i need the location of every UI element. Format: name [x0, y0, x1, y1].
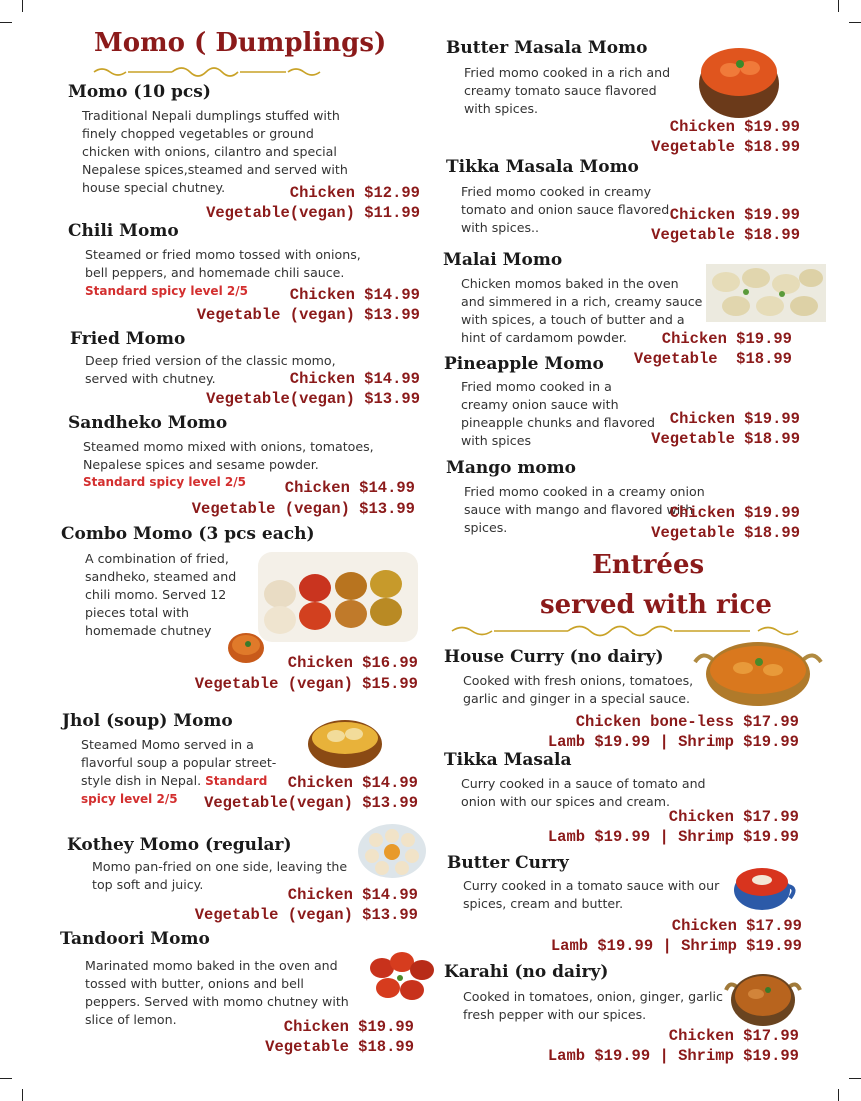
item-description: Steamed momo mixed with onions, tomatoes, Nepalese spices and sesame powder. [83, 439, 374, 472]
item-description: Fried momo cooked in creamy tomato and onion sauce flavored with spices.. [461, 184, 670, 235]
price-chicken: Chicken bone-less $17.99 [575, 713, 799, 731]
item-description: Marinated momo baked in the oven and tossed with butter, onions and bell peppers. Served with momo chutney with slice of lemon. [85, 958, 349, 1027]
crop-mark [838, 1089, 839, 1101]
item-description: Momo pan-fried on one side, leaving the top soft and juicy. [92, 859, 348, 892]
price-vegetable: Vegetable $18.99 [651, 138, 800, 156]
price-chicken: Chicken $19.99 [669, 504, 800, 522]
section-title-momo: Momo ( Dumplings) [94, 28, 387, 58]
crop-mark [0, 1078, 12, 1079]
section-title-entrees: Entrées [592, 550, 705, 580]
item-title: Pineapple Momo [444, 354, 604, 374]
item-title: Fried Momo [70, 329, 186, 349]
item-description: A combination of fried, sandheko, steamed and chili momo. Served 12 pieces total with homemade chutney [85, 551, 237, 638]
chutney-bowl-photo [226, 630, 266, 666]
crop-mark [849, 22, 861, 23]
item-title: Mango momo [446, 458, 576, 478]
price-vegetable: Vegetable (vegan) $13.99 [191, 500, 415, 518]
price-chicken: Chicken $19.99 [283, 1018, 414, 1036]
price-vegetable: Vegetable $18.99 [633, 350, 792, 368]
item-description: Traditional Nepali dumplings stuffed with finely chopped vegetables or ground chicken with onions, cilantro and special Nepalese spices,steamed and served with house special chutney. [82, 108, 348, 195]
crop-mark [22, 1089, 23, 1101]
item-description: Curry cooked in a tomato sauce with our spices, cream and butter. [463, 878, 720, 911]
price-lamb-shrimp: Lamb $19.99 | Shrimp $19.99 [550, 937, 802, 955]
tandoori-momo-photo [366, 950, 438, 1004]
item-description: Cooked in tomatoes, onion, ginger, garlic fresh pepper with our spices. [463, 989, 723, 1022]
item-description: Curry cooked in a sauce of tomato and onion with our spices and cream. [461, 776, 706, 809]
price-lamb-shrimp: Lamb $19.99 | Shrimp $19.99 [547, 733, 799, 751]
price-vegetable: Vegetable(vegan) $13.99 [206, 390, 420, 408]
house-curry-photo [693, 640, 823, 712]
item-description: Cooked with fresh onions, tomatoes, garlic and ginger in a special sauce. [463, 673, 694, 706]
karahi-photo [722, 966, 804, 1030]
item-title: Combo Momo (3 pcs each) [61, 524, 315, 544]
crop-mark [849, 1078, 861, 1079]
price-lamb-shrimp: Lamb $19.99 | Shrimp $19.99 [547, 828, 799, 846]
ornament-divider [92, 64, 322, 80]
price-lamb-shrimp: Lamb $19.99 | Shrimp $19.99 [547, 1047, 799, 1065]
crop-mark [838, 0, 839, 12]
price-vegetable: Vegetable(vegan) $13.99 [204, 794, 418, 812]
price-chicken: Chicken $14.99 [287, 774, 418, 792]
item-title: Malai Momo [443, 250, 563, 270]
price-chicken: Chicken $19.99 [669, 410, 800, 428]
section-subtitle-rice: served with rice [540, 590, 772, 620]
price-vegetable: Vegetable (vegan) $13.99 [194, 906, 418, 924]
item-title: Tikka Masala Momo [446, 157, 639, 177]
price-vegetable: Vegetable $18.99 [651, 226, 800, 244]
price-vegetable: Vegetable $18.99 [265, 1038, 414, 1056]
item-title: Karahi (no dairy) [444, 962, 609, 982]
price-chicken: Chicken $14.99 [287, 886, 418, 904]
ornament-divider [450, 622, 802, 640]
butter-masala-momo-photo [694, 34, 784, 122]
spicy-level: Standard spicy level 2/5 [81, 774, 268, 806]
price-vegetable: Vegetable(vegan) $11.99 [206, 204, 420, 222]
price-vegetable: Vegetable $18.99 [651, 430, 800, 448]
price-chicken: Chicken $17.99 [668, 808, 799, 826]
price-chicken: Chicken $12.99 [289, 184, 420, 202]
price-chicken: Chicken $19.99 [661, 330, 792, 348]
item-title: Tandoori Momo [60, 929, 210, 949]
item-description: Chicken momos baked in the oven and simmered in a rich, creamy sauce with spices, a touch of butter and a hint of cardamom powder. [461, 276, 703, 345]
item-title: Sandheko Momo [68, 413, 228, 433]
item-description: Fried momo cooked in a rich and creamy tomato sauce flavored with spices. [464, 65, 671, 116]
spicy-level: Standard spicy level 2/5 [85, 284, 248, 298]
price-vegetable: Vegetable $18.99 [651, 524, 800, 542]
item-description: Fried momo cooked in a creamy onion sauce with pineapple chunks and flavored with spices [461, 379, 656, 448]
combo-momo-photo [258, 552, 418, 642]
spicy-level: Standard spicy level 2/5 [83, 475, 246, 489]
price-vegetable: Vegetable (vegan) $13.99 [196, 306, 420, 324]
butter-curry-photo [730, 856, 798, 914]
item-title: Kothey Momo (regular) [67, 835, 292, 855]
price-chicken: Chicken $19.99 [669, 206, 800, 224]
crop-mark [0, 22, 12, 23]
item-title: Jhol (soup) Momo [62, 711, 233, 731]
item-description: Fried momo cooked in a creamy onion sauce with mango and flavored with spices. [464, 484, 705, 535]
crop-mark [22, 0, 23, 12]
item-title: Momo (10 pcs) [68, 82, 211, 102]
price-chicken: Chicken $14.99 [284, 479, 415, 497]
jhol-momo-photo [306, 714, 384, 770]
price-chicken: Chicken $14.99 [289, 286, 420, 304]
item-title: Butter Masala Momo [446, 38, 648, 58]
price-chicken: Chicken $19.99 [669, 118, 800, 136]
item-description: Deep fried version of the classic momo, served with chutney. [85, 353, 336, 386]
item-title: Butter Curry [447, 853, 569, 873]
item-description: Steamed or fried momo tossed with onions, bell peppers, and homemade chili sauce. [85, 247, 361, 280]
price-chicken: Chicken $16.99 [287, 654, 418, 672]
item-title: House Curry (no dairy) [444, 647, 664, 667]
price-chicken: Chicken $17.99 [671, 917, 802, 935]
item-title: Chili Momo [68, 221, 179, 241]
malai-momo-photo [706, 264, 826, 322]
price-chicken: Chicken $17.99 [668, 1027, 799, 1045]
price-vegetable: Vegetable (vegan) $15.99 [194, 675, 418, 693]
item-description-text: Steamed Momo served in a flavorful soup a popular street-style dish in Nepal. [81, 737, 277, 788]
price-chicken: Chicken $14.99 [289, 370, 420, 388]
kothey-momo-photo [356, 822, 428, 880]
item-title: Tikka Masala [444, 750, 572, 770]
